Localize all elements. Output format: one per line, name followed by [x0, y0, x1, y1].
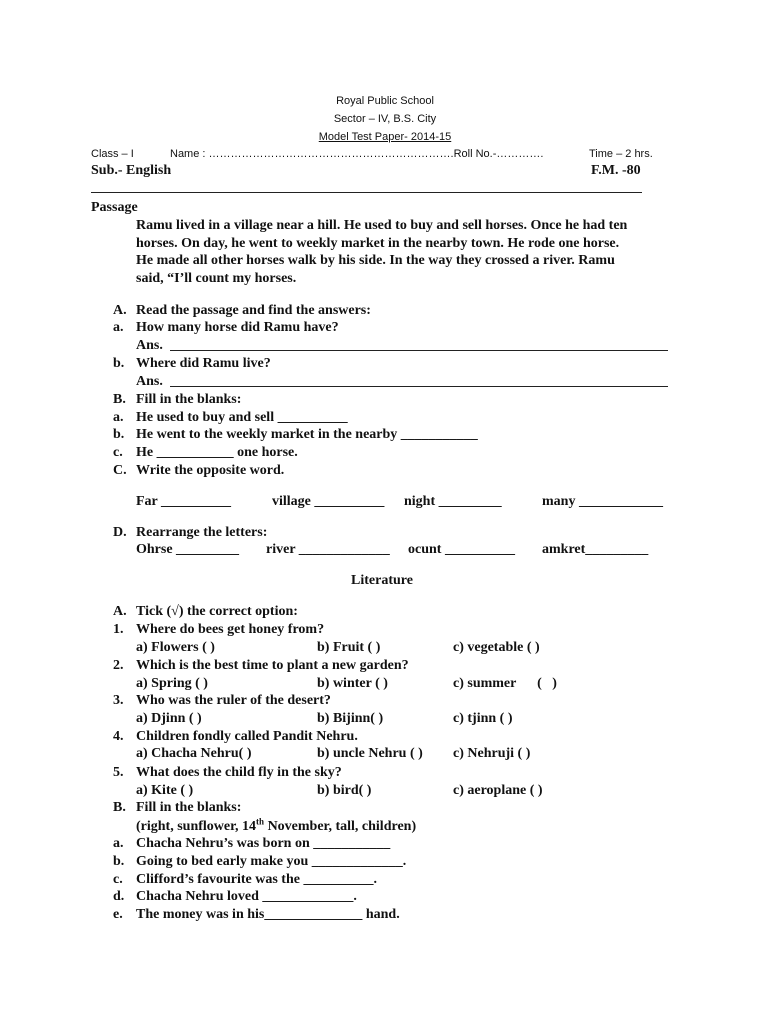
question-text: Which is the best time to plant a new garden? — [136, 658, 409, 673]
section-marker: B. — [113, 392, 126, 407]
item-marker: d. — [113, 889, 125, 904]
item-marker: a. — [113, 410, 124, 425]
fill-blank-item: He ___________ one horse. — [136, 445, 298, 460]
item-marker: c. — [113, 445, 123, 460]
rearrange-item: river _____________ — [266, 542, 390, 557]
question-marker: b. — [113, 356, 125, 371]
section-marker: B. — [113, 800, 126, 815]
word-options-suffix: November, tall, children) — [264, 819, 417, 834]
section-c-title: Write the opposite word. — [136, 463, 285, 478]
fill-blank-item: He went to the weekly market in the nearby ___________ — [136, 427, 478, 442]
opposite-word-item: night _________ — [404, 494, 502, 509]
fill-blank-item: Going to bed early make you _____________. — [136, 854, 407, 869]
option-c: c) Nehruji ( ) — [453, 746, 531, 761]
school-address: Sector – IV, B.S. City — [333, 113, 437, 125]
item-marker: b. — [113, 854, 125, 869]
passage-line: Ramu lived in a village near a hill. He used to buy and sell horses. Once he had ten — [136, 218, 628, 233]
passage-line: He made all other horses walk by his side. In the way they crossed a river. Ramu — [136, 253, 615, 268]
passage-line: said, “I’ll count my horses. — [136, 271, 297, 286]
option-c: c) vegetable ( ) — [453, 640, 540, 655]
tick-section-title: Tick (√) the correct option: — [136, 604, 298, 619]
header-divider — [91, 192, 642, 193]
school-name: Royal Public School — [336, 95, 434, 107]
rearrange-item: Ohrse _________ — [136, 542, 240, 557]
section-a-title: Read the passage and find the answers: — [136, 303, 371, 318]
word-options-prefix: (right, sunflower, 14 — [136, 819, 257, 834]
rearrange-item: amkret_________ — [542, 542, 649, 557]
section-marker: A. — [113, 604, 127, 619]
question-number: 5. — [113, 765, 124, 780]
full-marks-label: F.M. -80 — [591, 163, 641, 178]
fill-blank-item: The money was in his______________ hand. — [136, 907, 400, 922]
question-text: Where did Ramu live? — [136, 356, 271, 371]
subject-label: Sub.- English — [91, 163, 172, 178]
section-marker: C. — [113, 463, 127, 478]
fill-blank-item: Clifford’s favourite was the __________. — [136, 872, 377, 887]
fill-blank-item: Chacha Nehru’s was born on ___________ — [136, 836, 391, 851]
opposite-word-item: many ____________ — [542, 494, 663, 509]
fill-section-title: Fill in the blanks: — [136, 800, 242, 815]
passage-line: horses. On day, he went to weekly market in the nearby town. He rode one horse. — [136, 236, 620, 251]
option-b: b) Fruit ( ) — [317, 640, 381, 655]
option-a: a) Flowers ( ) — [136, 640, 215, 655]
answer-label: Ans. — [136, 338, 163, 353]
answer-line — [170, 350, 668, 351]
option-c: c) aeroplane ( ) — [453, 783, 543, 798]
word-options — [136, 816, 417, 835]
item-marker: c. — [113, 872, 123, 887]
option-b: b) Bijinn( ) — [317, 711, 384, 726]
question-text: Children fondly called Pandit Nehru. — [136, 729, 358, 744]
question-number: 3. — [113, 693, 124, 708]
passage-heading: Passage — [91, 200, 138, 215]
option-a: a) Spring ( ) — [136, 676, 208, 691]
option-b: b) bird( ) — [317, 783, 372, 798]
section-marker: A. — [113, 303, 127, 318]
name-roll-field: Name : ………………………………………………………….Roll No.-…………. — [170, 148, 544, 160]
section-b-title: Fill in the blanks: — [136, 392, 242, 407]
option-a: a) Djinn ( ) — [136, 711, 202, 726]
literature-heading: Literature — [351, 573, 413, 588]
option-a: a) Kite ( ) — [136, 783, 194, 798]
option-c: c) summer ( ) — [453, 676, 557, 691]
question-text: Who was the ruler of the desert? — [136, 693, 331, 708]
item-marker: a. — [113, 836, 124, 851]
question-marker: a. — [113, 320, 124, 335]
option-b: b) uncle Nehru ( ) — [317, 746, 423, 761]
paper-title: Model Test Paper- 2014-15 — [318, 131, 452, 143]
item-marker: e. — [113, 907, 123, 922]
option-a: a) Chacha Nehru( ) — [136, 746, 252, 761]
opposite-word-item: village __________ — [272, 494, 385, 509]
item-marker: b. — [113, 427, 125, 442]
question-text: Where do bees get honey from? — [136, 622, 325, 637]
ordinal-suffix: th — [256, 816, 265, 827]
section-marker: D. — [113, 525, 127, 540]
answer-line — [170, 386, 668, 387]
question-number: 1. — [113, 622, 124, 637]
answer-label: Ans. — [136, 374, 163, 389]
question-number: 2. — [113, 658, 124, 673]
section-d-title: Rearrange the letters: — [136, 525, 268, 540]
question-number: 4. — [113, 729, 124, 744]
option-b: b) winter ( ) — [317, 676, 388, 691]
option-c: c) tjinn ( ) — [453, 711, 513, 726]
question-text: How many horse did Ramu have? — [136, 320, 339, 335]
time-label: Time – 2 hrs. — [589, 148, 653, 160]
fill-blank-item: Chacha Nehru loved _____________. — [136, 889, 357, 904]
rearrange-item: ocunt __________ — [408, 542, 515, 557]
question-text: What does the child fly in the sky? — [136, 765, 342, 780]
class-label: Class – I — [91, 148, 134, 160]
fill-blank-item: He used to buy and sell __________ — [136, 410, 348, 425]
opposite-word-item: Far __________ — [136, 494, 232, 509]
